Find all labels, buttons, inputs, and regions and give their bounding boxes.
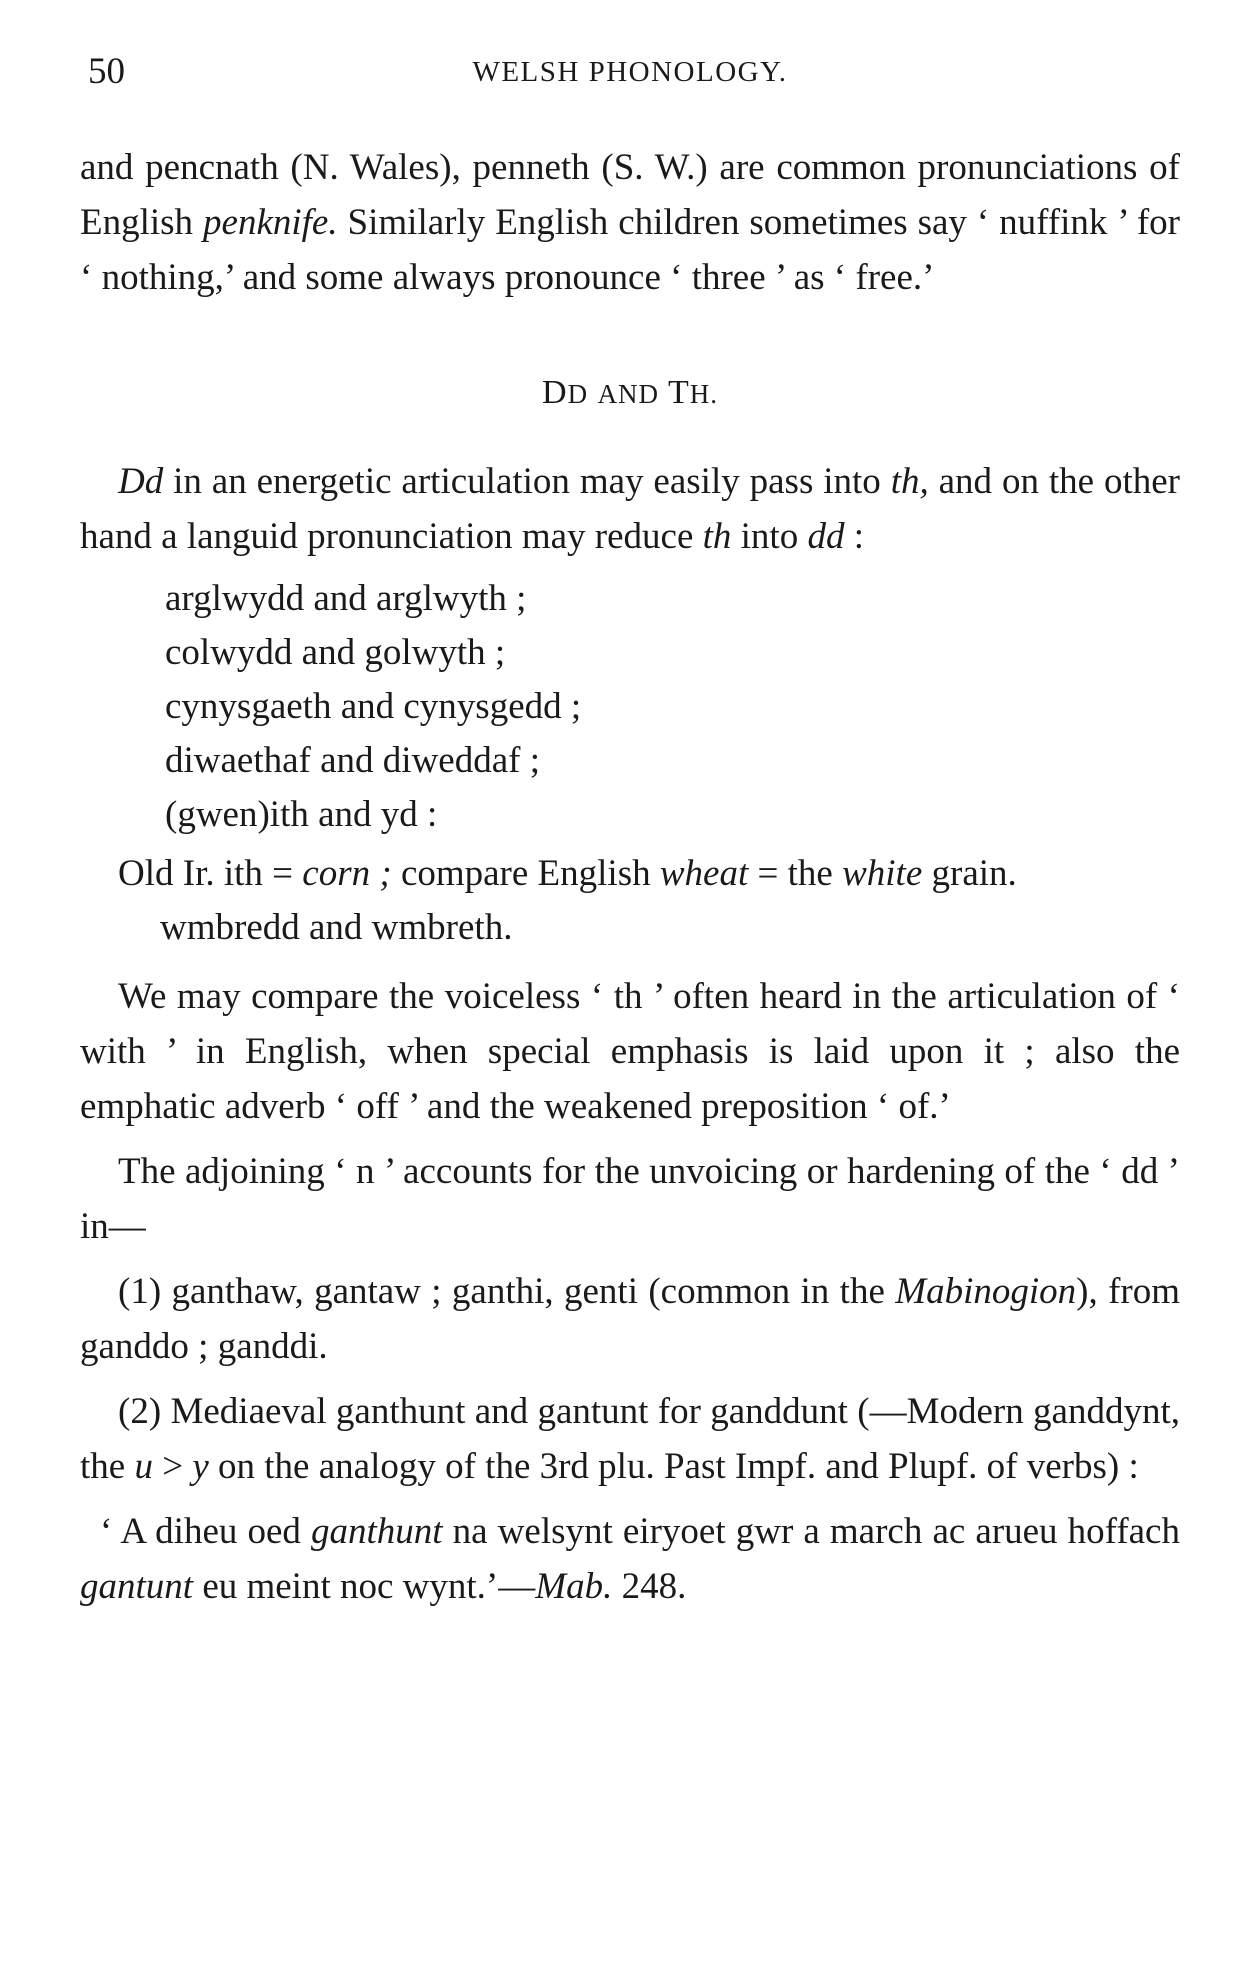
running-head: WELSH PHONOLOGY. [472,56,788,88]
example-item: cynysgaeth and cynysgedd ; [165,686,582,727]
page-header [80,50,1180,100]
paragraph-adjoining: The adjoining ‘ n ’ accounts for the unvoicing or hardening of the ‘ dd ’ in— [80,1151,1180,1247]
paragraph-dd-th: Dd in an energetic articulation may easily pass into th, and on the other hand a languid pronunciation may reduce th into dd : [80,461,1180,557]
quotation: ‘ A diheu oed ganthunt na welsynt eiryoet gwr a march ac arueu hoffach gantunt eu meint noc wynt.’—Mab. 248. [80,1511,1180,1607]
example-item: wmbredd and wmbreth. [160,907,513,948]
list-item-2: (2) Mediaeval ganthunt and gantunt for ganddunt (—Modern ganddynt, the u > y on the analogy of the 3rd plu. Past Impf. and Plupf. of verbs) : [80,1391,1180,1487]
example-item: diwaethaf and diweddaf ; [165,740,540,781]
gloss-note: Old Ir. ith = corn ; compare English wheat = the white grain. [118,853,1017,894]
example-item: arglwydd and arglwyth ; [165,578,527,619]
list-item-1: (1) ganthaw, gantaw ; ganthi, genti (common in the Mabinogion), from ganddo ; ganddi. [80,1271,1180,1367]
paragraph-continuation: and pencnath (N. Wales), penneth (S. W.) are common pronunciations of English penknife. Similarly English children sometimes say ‘ nuffink ’ for ‘ nothing,’ and some always pronounce ‘ three ’ as ‘ free.’ [80,147,1180,298]
page-number: 50 [88,51,125,92]
book-page [80,50,1180,1614]
section-heading: DD AND TH. [542,374,718,411]
example-list [165,572,1180,842]
paragraph-compare: We may compare the voiceless ‘ th ’ often heard in the articulation of ‘ with ’ in English, when special emphasis is laid upon it ; also the emphatic adverb ‘ off ’ and the weakened preposition ‘ of.’ [80,976,1180,1127]
example-item: colwydd and golwyth ; [165,632,506,673]
example-item: (gwen)ith and yd : [165,794,438,835]
